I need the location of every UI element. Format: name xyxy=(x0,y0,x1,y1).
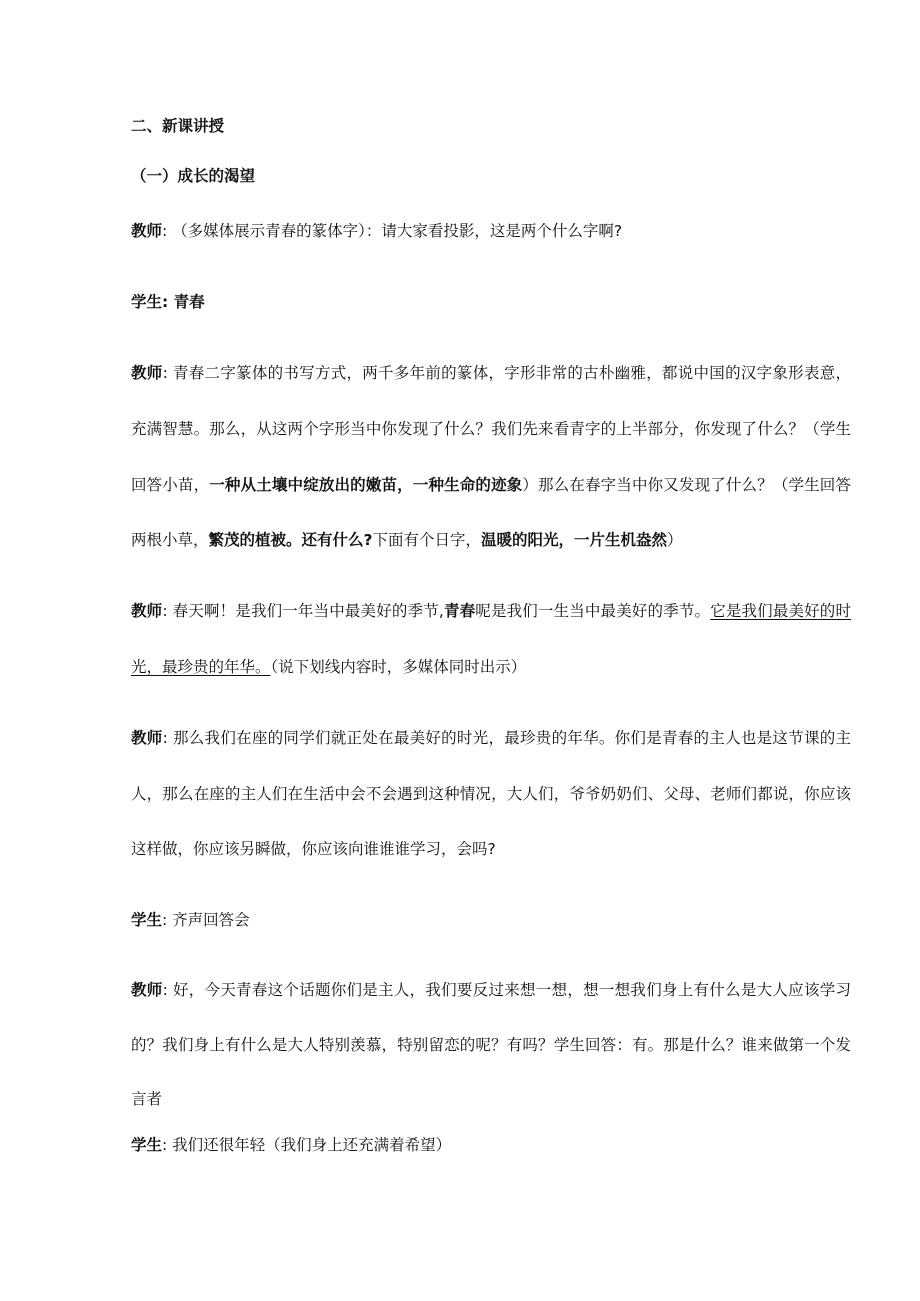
speaker-label: 教师 xyxy=(131,602,163,620)
dialogue-text: 春天啊！是我们一年当中最美好的季节, xyxy=(172,602,444,620)
dialogue-text: ）那么在春字当中你又发现了什么？（学生回答 xyxy=(522,476,851,494)
speaker-label: 学生 xyxy=(131,293,163,311)
dialogue-student-3 xyxy=(131,1134,851,1156)
speaker-colon: : xyxy=(162,602,173,620)
dialogue-student-1 xyxy=(131,291,851,313)
dialogue-teacher-2-line-1 xyxy=(131,362,851,384)
speaker-colon: : xyxy=(162,293,174,311)
speaker-colon: : xyxy=(162,364,173,382)
dialogue-text: 齐声回答会 xyxy=(172,911,250,929)
dialogue-teacher-4-line-3: 这样做，你应该另瞬做，你应该向谁谁谁学习，会吗? xyxy=(131,840,496,858)
speaker-label: 教师 xyxy=(131,364,163,382)
dialogue-text: 呢是我们一生当中最美好的季节。 xyxy=(475,602,711,620)
dialogue-teacher-5-line-3: 言者 xyxy=(131,1090,163,1108)
speaker-label: 学生 xyxy=(131,911,163,929)
dialogue-emphasis: 繁茂的植被。还有什么? xyxy=(208,531,373,549)
speaker-colon: : xyxy=(162,981,173,999)
dialogue-teacher-2-line-4 xyxy=(131,529,851,551)
dialogue-student-2 xyxy=(131,909,851,931)
speaker-label: 教师 xyxy=(131,222,163,240)
underlined-text: 它是我们最美好的时 xyxy=(710,602,851,620)
dialogue-emphasis: 温暖的阳光，一片生机盎然 xyxy=(481,531,668,549)
dialogue-text: 那么我们在座的同学们就正处在最美好的时光，最珍贵的年华。你们是青春的主人也是这节课的主 xyxy=(173,729,851,747)
speaker-colon: : xyxy=(162,911,173,929)
dialogue-text: 我们还很年轻（我们身上还充满着希望） xyxy=(172,1136,452,1154)
dialogue-note: （说下划线内容时，多媒体同时出示） xyxy=(270,658,527,676)
speaker-label: 学生 xyxy=(131,1136,163,1154)
dialogue-teacher-4-line-2: 人，那么在座的主人们在生活中会不会遇到这种情况，大人们，爷爷奶奶们、父母、老师们都说，你应该 xyxy=(131,785,851,803)
dialogue-text: （多媒体展示青春的篆体字）：请大家看投影，这是两个什么字啊? xyxy=(172,222,623,240)
dialogue-text: 两根小草， xyxy=(131,531,209,549)
speaker-colon: : xyxy=(162,222,173,240)
speaker-colon: : xyxy=(162,729,173,747)
dialogue-teacher-5-line-2: 的？我们身上有什么是大人特别羡慕，特别留恋的呢？有吗？学生回答：有。那是什么？谁来做第一个发 xyxy=(131,1036,851,1054)
dialogue-teacher-1 xyxy=(131,220,851,242)
subsection-heading: （一）成长的渴望 xyxy=(131,167,256,185)
dialogue-text: 青春二字篆体的书写方式，两千多年前的篆体，字形非常的古朴幽雅，都说中国的汉字象形表意， xyxy=(173,364,851,382)
speaker-colon: : xyxy=(162,1136,173,1154)
dialogue-teacher-4-line-1 xyxy=(131,727,851,749)
section-heading: 二、新课讲授 xyxy=(131,117,225,135)
dialogue-teacher-5-line-1 xyxy=(131,979,851,1001)
dialogue-text: 青春 xyxy=(173,293,205,311)
speaker-label: 教师 xyxy=(131,981,163,999)
dialogue-text: 回答小苗， xyxy=(131,476,210,494)
dialogue-teacher-3-line-1 xyxy=(131,600,851,622)
speaker-label: 教师 xyxy=(131,729,163,747)
dialogue-emphasis: 一种从土壤中绽放出的嫩苗，一种生命的迹象 xyxy=(209,476,523,494)
dialogue-text: ） xyxy=(667,531,683,549)
dialogue-teacher-2-line-2: 充满智慧。那么，从这两个字形当中你发现了什么？我们先来看青字的上半部分，你发现了什么？（学生 xyxy=(131,420,851,438)
dialogue-teacher-3-line-2 xyxy=(131,656,851,678)
dialogue-text: 下面有个日字， xyxy=(372,531,482,549)
dialogue-emphasis: 青春 xyxy=(443,602,476,620)
dialogue-teacher-2-line-3 xyxy=(131,474,851,496)
dialogue-text: 好，今天青春这个话题你们是主人，我们要反过来想一想，想一想我们身上有什么是大人应该学习 xyxy=(173,981,851,999)
underlined-text: 光，最珍贵的年华。 xyxy=(131,658,271,676)
